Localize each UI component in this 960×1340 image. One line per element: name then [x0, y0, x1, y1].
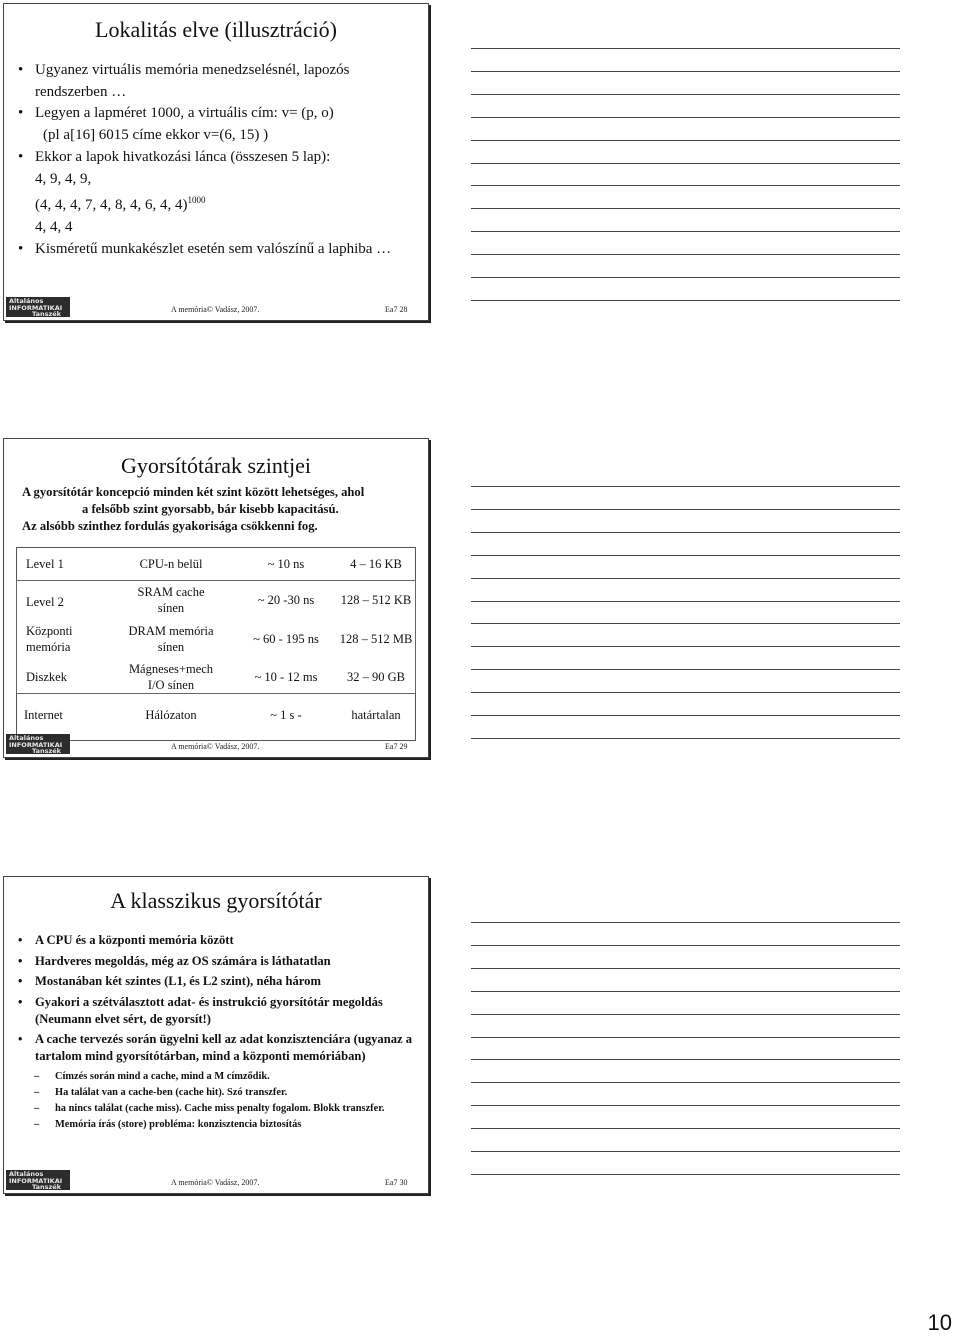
- note-line: [471, 48, 900, 49]
- level-access-time: ~ 10 ns: [267, 557, 305, 571]
- level-access-time: ~ 1 s -: [270, 708, 302, 722]
- note-line: [471, 991, 900, 992]
- bullet-item: • Mostanában két szintes (L1, és L2 szint), néha három: [18, 973, 418, 990]
- bullet-continuation: 4, 4, 4: [35, 218, 73, 235]
- level-capacity: határtalan: [351, 708, 401, 722]
- level-capacity: 32 – 90 GB: [347, 670, 405, 684]
- level-capacity: 4 – 16 KB: [350, 557, 402, 571]
- note-line: [471, 738, 900, 739]
- slide-29: [3, 438, 429, 758]
- note-line: [471, 1014, 900, 1015]
- level-row: [26, 623, 416, 659]
- level-location: Mágneses+mech I/O sínen: [128, 662, 214, 692]
- note-line: [471, 646, 900, 647]
- bullet-continuation: (pl a[16] 6015 címe ekkor v=(6, 15) ): [43, 127, 269, 144]
- bullet-item: • Ugyanez virtuális memória menedzselésnél, lapozós rendszerben …: [18, 60, 418, 103]
- note-line: [471, 71, 900, 72]
- slide-title: A klasszikus gyorsítótár: [110, 888, 322, 913]
- note-line: [471, 922, 900, 923]
- note-line: [471, 968, 900, 969]
- intro-line: Az alsóbb szinthez fordulás gyakorisága csökkenni fog.: [22, 519, 318, 533]
- bullet-list: [18, 932, 418, 1133]
- slide-number: Ea7 28: [385, 305, 408, 314]
- note-line: [471, 1037, 900, 1038]
- slide-28: [3, 3, 429, 321]
- note-line: [471, 601, 900, 602]
- intro-text: [22, 484, 420, 535]
- bullet-item: • Hardveres megoldás, még az OS számára is láthatatlan: [18, 953, 418, 970]
- level-name: Internet: [24, 708, 63, 722]
- level-access-time: ~ 10 - 12 ms: [254, 670, 318, 684]
- level-access-time: ~ 60 - 195 ns: [253, 632, 319, 646]
- note-line: [471, 185, 900, 186]
- note-line: [471, 277, 900, 278]
- bullet-item: • A cache tervezés során ügyelni kell az adat konzisztenciára (ugyanaz a tartalom mind gyorsítótárban, mind a központi memóriában): [18, 1031, 418, 1065]
- note-line: [471, 945, 900, 946]
- slide-30: [3, 876, 429, 1194]
- slide-title: Lokalitás elve (illusztráció): [95, 17, 337, 42]
- slide-number: Ea7 29: [385, 742, 408, 751]
- bullet-item: • Kisméretű munkakészlet esetén sem valószínű a laphiba …: [18, 239, 418, 261]
- level-location: DRAM memória sínen: [128, 624, 214, 654]
- slide-number: Ea7 30: [385, 1178, 408, 1187]
- level-location: Hálózaton: [145, 708, 197, 722]
- note-line: [471, 532, 900, 533]
- note-line: [471, 117, 900, 118]
- note-line: [471, 163, 900, 164]
- bullet-continuation: 4, 9, 4, 9,: [35, 170, 92, 187]
- note-line: [471, 94, 900, 95]
- level-name: Level 2: [26, 595, 64, 609]
- note-line: [471, 300, 900, 301]
- level-capacity: 128 – 512 KB: [340, 593, 412, 607]
- note-line: [471, 1174, 900, 1175]
- footer-copyright: A memória© Vadász, 2007.: [171, 742, 260, 751]
- note-line: [471, 140, 900, 141]
- note-line: [471, 486, 900, 487]
- bullet-list: [18, 60, 418, 260]
- note-line: [471, 254, 900, 255]
- bullet-continuation: (4, 4, 4, 7, 4, 8, 4, 6, 4, 4)$^{1000}$: [35, 195, 206, 214]
- note-line: [471, 715, 900, 716]
- bullet-item: • Ekkor a lapok hivatkozási lánca (összesen 5 lap):: [18, 147, 418, 169]
- slide-title: Gyorsítótárak szintjei: [120, 453, 311, 478]
- note-line: [471, 1082, 900, 1083]
- page-number: 10: [927, 1310, 952, 1335]
- note-line: [471, 231, 900, 232]
- note-line: [471, 692, 900, 693]
- note-line: [471, 555, 900, 556]
- level-row: [26, 661, 416, 697]
- level-location: SRAM cache sínen: [137, 585, 205, 615]
- note-line: [471, 669, 900, 670]
- department-logo: Általános INFORMATIKAI Tanszék: [6, 1170, 70, 1190]
- level-access-time: ~ 20 -30 ns: [257, 593, 315, 607]
- bullet-item: • Legyen a lapméret 1000, a virtuális cím: v= (p, o): [18, 103, 418, 125]
- level-row: [26, 584, 416, 620]
- level-name: Központi memória: [26, 624, 73, 654]
- slide-footer: [4, 295, 428, 317]
- level-name: Diszkek: [26, 670, 67, 684]
- note-line: [471, 1105, 900, 1106]
- note-line: [471, 1128, 900, 1129]
- footer-copyright: A memória© Vadász, 2007.: [171, 305, 260, 314]
- sub-bullet-item: – ha nincs találat (cache miss). Cache miss penalty fogalom. Blokk transzfer.: [18, 1101, 418, 1117]
- slide-footer: [4, 732, 428, 754]
- bullet-item: • Gyakori a szétválasztott adat- és instrukció gyorsítótár megoldás (Neumann elvet sért, de gyorsít!): [18, 994, 418, 1028]
- sub-bullet-item: – Ha találat van a cache-ben (cache hit). Szó transzfer.: [18, 1085, 418, 1101]
- slide-footer: [4, 1168, 428, 1190]
- note-line: [471, 578, 900, 579]
- level-capacity: 128 – 512 MB: [339, 632, 413, 646]
- department-logo: Általános INFORMATIKAI Tanszék: [6, 734, 70, 754]
- sub-bullet-item: – Memória írás (store) probléma: konzisztencia biztosítás: [18, 1117, 418, 1133]
- note-line: [471, 1059, 900, 1060]
- note-line: [471, 623, 900, 624]
- note-line: [471, 208, 900, 209]
- intro-line: a felsőbb szint gyorsabb, bár kisebb kapacitású.: [82, 502, 339, 516]
- note-line: [471, 509, 900, 510]
- level-location: CPU-n belül: [139, 557, 203, 571]
- sub-bullet-item: – Címzés során mind a cache, mind a M címződik.: [18, 1069, 418, 1085]
- intro-line: A gyorsítótár koncepció minden két szint között lehetséges, ahol: [22, 485, 365, 499]
- department-logo: Általános INFORMATIKAI Tanszék: [6, 297, 70, 317]
- footer-copyright: A memória© Vadász, 2007.: [171, 1178, 260, 1187]
- level-name: Level 1: [26, 557, 64, 571]
- note-line: [471, 1151, 900, 1152]
- bullet-item: • A CPU és a központi memória között: [18, 932, 418, 949]
